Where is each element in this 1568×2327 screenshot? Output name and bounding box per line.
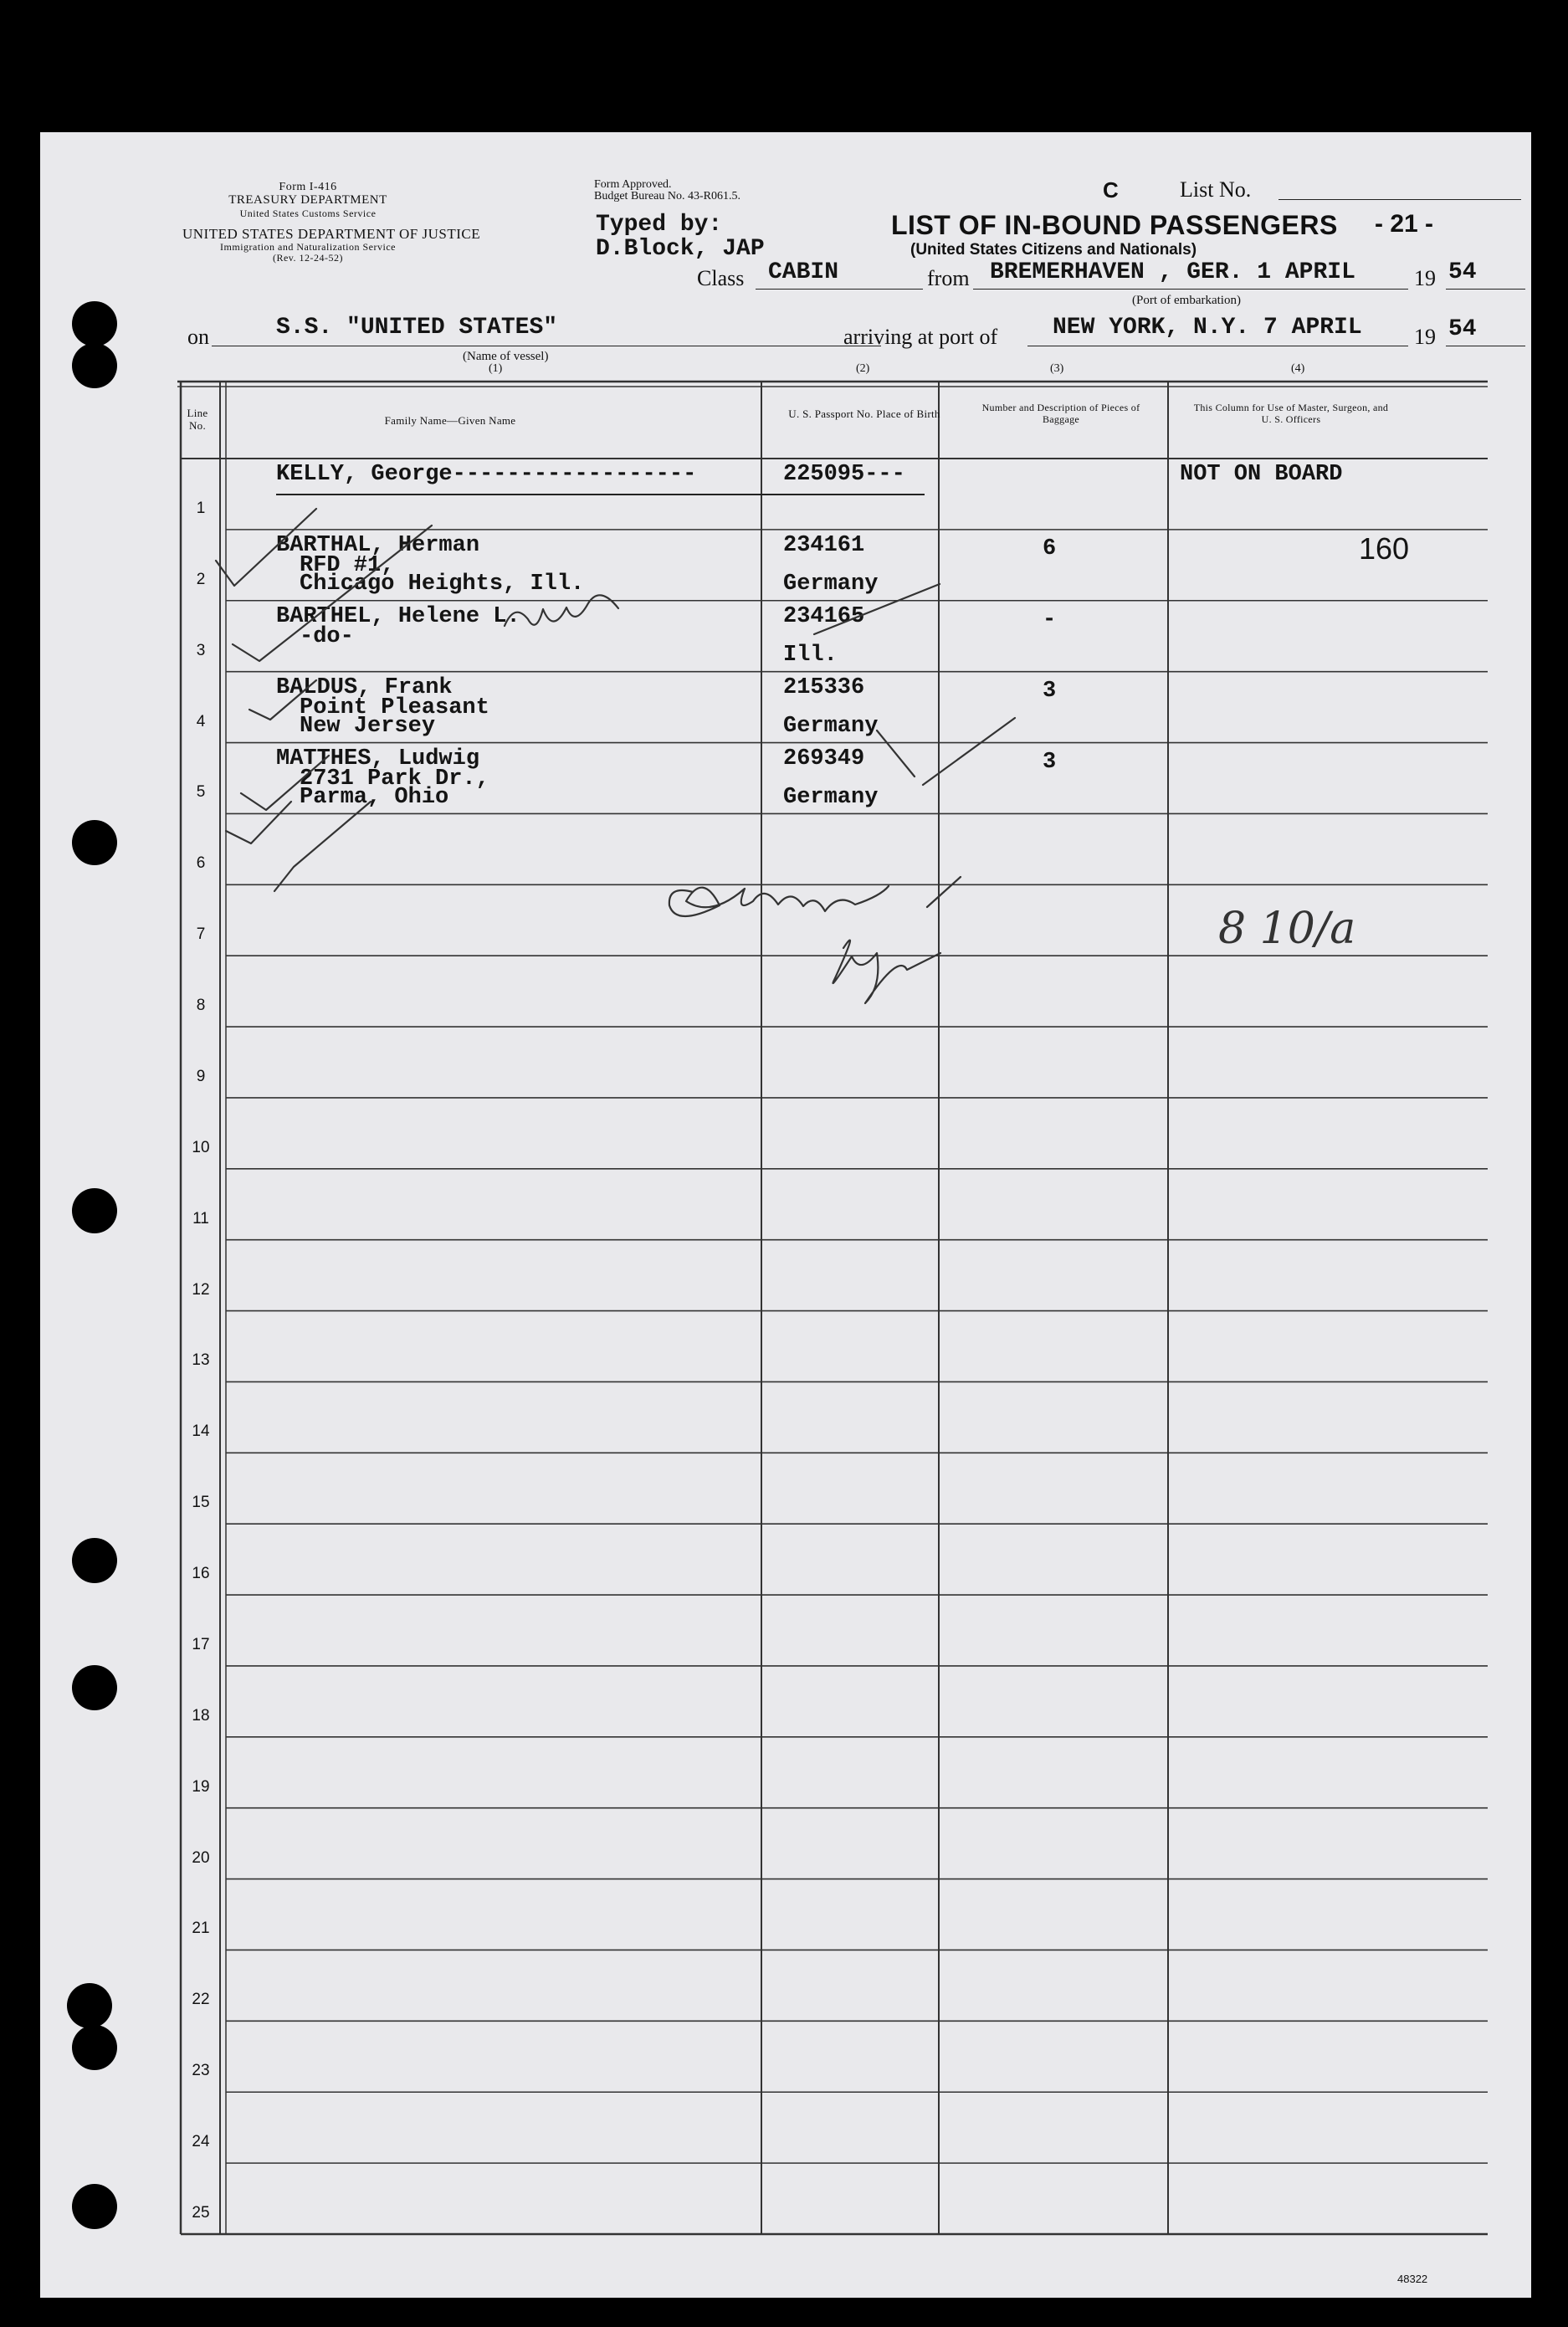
col-header-passport: U. S. Passport No. Place of Birth (788, 407, 940, 420)
row-number: 14 (192, 1422, 210, 1441)
binder-hole (72, 301, 117, 346)
passenger-name: BALDUS, Frank (276, 674, 453, 700)
passenger-address-line2: Chicago Heights, Ill. (300, 571, 585, 597)
place-of-birth: Germany (783, 713, 879, 739)
passenger-name: KELLY, George------------------ (276, 462, 697, 487)
arrival-year-value: 54 (1448, 316, 1477, 342)
check-mark-4 (241, 756, 329, 810)
row-number: 6 (196, 854, 206, 873)
budget-bureau: Budget Bureau No. 43-R061.5. (594, 190, 740, 202)
binder-hole (72, 820, 117, 865)
row-number: 21 (192, 1920, 210, 1938)
passenger-address-line1: 2731 Park Dr., (300, 766, 489, 792)
passport-number: 234165 (783, 603, 865, 629)
arrival-value: NEW YORK, N.Y. 7 APRIL (1053, 315, 1362, 341)
initials-scrawl (505, 595, 618, 626)
row-number: 23 (192, 2062, 210, 2080)
port-embarkation-caption: (Port of embarkation) (1132, 294, 1241, 307)
passenger-address-line1: Point Pleasant (300, 695, 489, 720)
passport-number: 225095--- (783, 462, 905, 487)
col-header-baggage: Number and Description of Pieces of Baggage (981, 402, 1140, 425)
row-number: 22 (192, 1991, 210, 2009)
passport-number: 215336 (783, 674, 865, 700)
row-number: 15 (192, 1494, 210, 1512)
passport-number: 269349 (783, 746, 865, 771)
typed-by-value: D.Block, JAP (596, 236, 765, 262)
baggage-count: - (1043, 607, 1057, 633)
vessel-caption: (Name of vessel) (463, 350, 549, 363)
baggage-count: 6 (1043, 536, 1057, 561)
check-mark-1 (216, 509, 316, 586)
col-num-1: (1) (489, 362, 503, 375)
officer-handwritten-note: 8 10/a (1218, 904, 1356, 954)
treasury-dept: TREASURY DEPARTMENT (228, 193, 387, 207)
check-mark-2 (233, 525, 432, 661)
passenger-address-line2: New Jersey (300, 713, 436, 739)
row-number: 4 (196, 712, 206, 730)
from-year-value: 54 (1448, 259, 1477, 285)
baggage-count: 3 (1043, 678, 1057, 704)
form-title: LIST OF IN-BOUND PASSENGERS (891, 210, 1338, 240)
place-of-birth: Ill. (783, 642, 838, 668)
passport-check-1 (814, 584, 940, 634)
row-number: 17 (192, 1635, 210, 1653)
class-value: CABIN (768, 259, 839, 285)
revision-date: (Rev. 12-24-52) (272, 252, 344, 264)
row-number: 1 (196, 499, 206, 517)
list-no-value: - 21 - (1375, 210, 1434, 238)
signature-scrawl-2 (833, 941, 941, 1003)
binder-hole (72, 1665, 117, 1710)
passenger-name: BARTHEL, Helene L. (276, 603, 520, 629)
class-label: Class (697, 266, 745, 290)
list-letter: C (1103, 177, 1119, 202)
row-number: 9 (196, 1067, 206, 1085)
form-number: Form I-416 (279, 181, 337, 193)
row-number: 24 (192, 2133, 210, 2151)
handwritten-marks (40, 132, 1531, 2298)
check-mark-6 (274, 802, 371, 891)
baggage-count: 3 (1043, 749, 1057, 775)
passenger-address-line1: RFD #1, (300, 552, 395, 578)
passenger-name: MATTHES, Ludwig (276, 746, 480, 771)
form-subtitle: (United States Citizens and Nationals) (910, 241, 1197, 259)
row-number: 25 (192, 2204, 210, 2222)
binder-hole (72, 343, 117, 388)
customs-service: United States Customs Service (239, 208, 377, 219)
on-label: on (187, 325, 209, 349)
row-number: 10 (192, 1138, 210, 1156)
col-num-2: (2) (856, 362, 870, 375)
col-header-officers: This Column for Use of Master, Surgeon, and U. S. Officers (1193, 402, 1389, 425)
typed-by-label: Typed by: (596, 212, 723, 238)
arriving-label: arriving at port of (843, 325, 998, 349)
row-number: 8 (196, 997, 206, 1015)
binder-hole (72, 2025, 117, 2070)
place-of-birth: Germany (783, 784, 879, 810)
list-no-label: List No. (1180, 177, 1252, 202)
passport-check-2 (877, 730, 915, 777)
row-number: 18 (192, 1706, 210, 1725)
passport-number: 234161 (783, 532, 865, 558)
passenger-name: BARTHAL, Herman (276, 532, 480, 558)
place-of-birth: Germany (783, 571, 879, 597)
row-number: 5 (196, 783, 206, 802)
immigration-service: Immigration and Naturalization Service (220, 241, 396, 253)
from-value: BREMERHAVEN , GER. 1 APRIL (990, 259, 1355, 285)
check-mark-3 (249, 680, 316, 720)
from-year-prefix: 19 (1414, 266, 1436, 290)
row-number: 3 (196, 641, 206, 659)
row-number: 20 (192, 1848, 210, 1867)
col-header-name: Family Name—Given Name (384, 414, 516, 427)
officer-note: 160 (1359, 530, 1410, 566)
col-num-4: (4) (1291, 362, 1305, 375)
row-number: 12 (192, 1280, 210, 1299)
passenger-address-line2: Parma, Ohio (300, 784, 449, 810)
passport-check-3 (923, 718, 1015, 785)
signature-scrawl (669, 886, 889, 916)
col-header-line-no: Line No. (187, 407, 208, 432)
passenger-address-line1: -do- (300, 623, 354, 649)
from-label: from (927, 266, 970, 290)
arrival-year-prefix: 19 (1414, 325, 1436, 349)
vessel-value: S.S. "UNITED STATES" (276, 315, 558, 341)
binder-hole (67, 1983, 112, 2028)
passport-check-4 (927, 877, 961, 907)
binder-hole (72, 1188, 117, 1233)
footer-code: 48322 (1397, 2273, 1428, 2285)
row-number: 2 (196, 570, 206, 588)
form-approved: Form Approved. (594, 178, 672, 191)
row-number: 11 (192, 1209, 209, 1228)
row-number: 16 (192, 1565, 210, 1583)
col-num-3: (3) (1050, 362, 1064, 375)
officer-note: NOT ON BOARD (1180, 462, 1343, 487)
binder-hole (72, 1538, 117, 1583)
passenger-list-sheet (40, 132, 1531, 2298)
binder-hole (72, 2184, 117, 2229)
check-mark-5 (226, 802, 291, 843)
row-number: 13 (192, 1351, 210, 1370)
row-number: 7 (196, 925, 206, 944)
justice-dept: UNITED STATES DEPARTMENT OF JUSTICE (182, 226, 481, 242)
row-number: 19 (192, 1777, 210, 1796)
